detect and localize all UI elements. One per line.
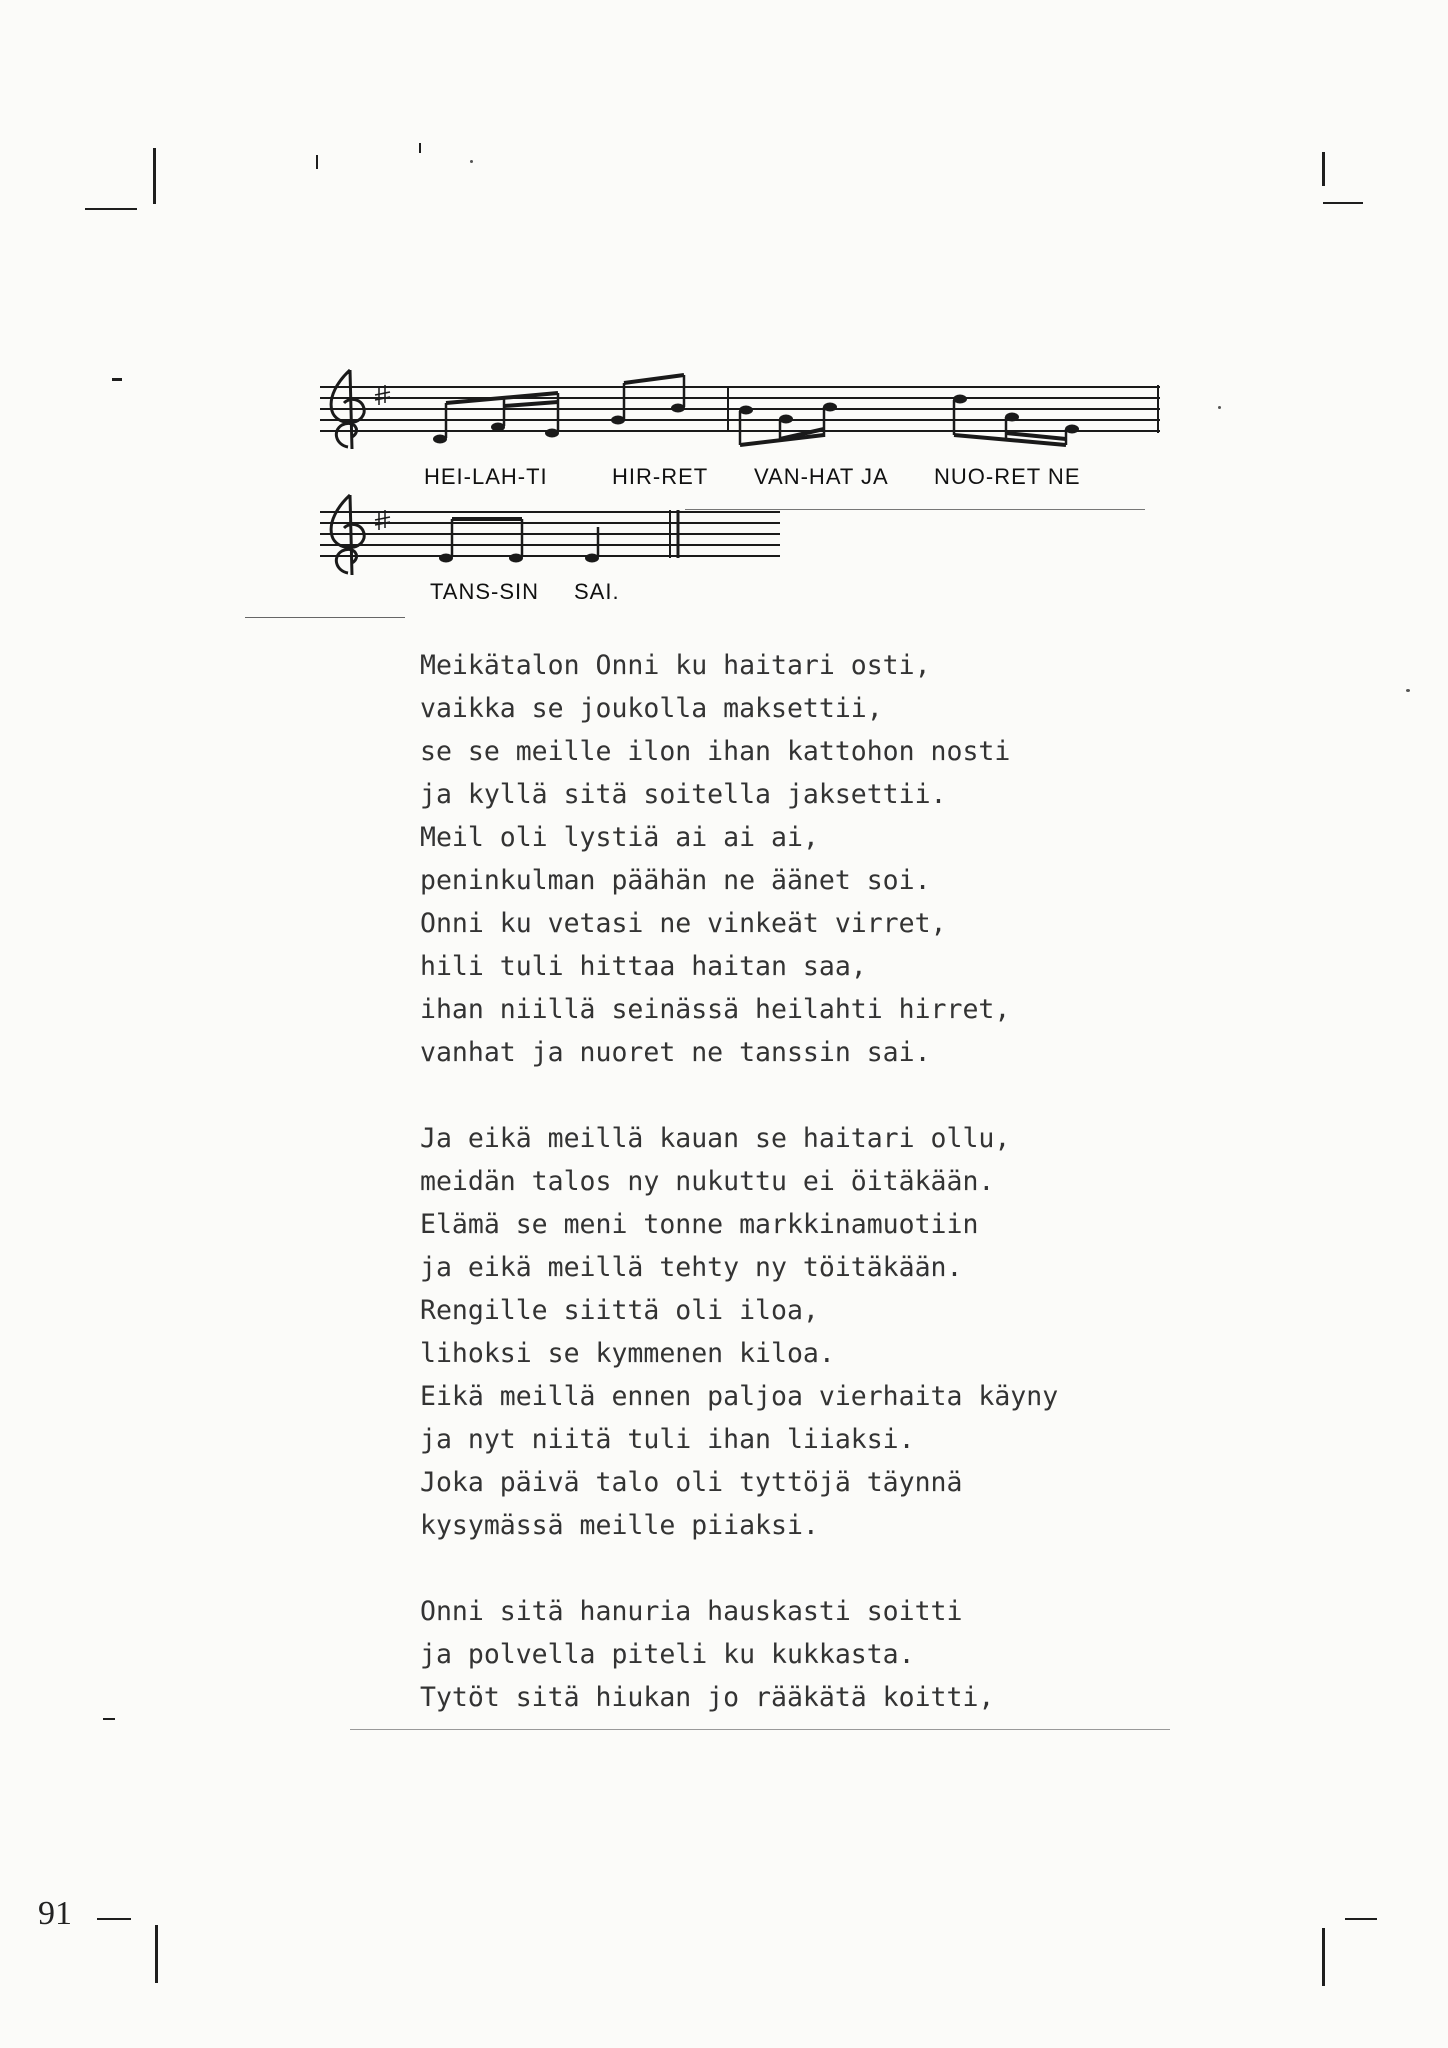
verse-line: ja eikä meillä tehty ny töitäkään. [420,1252,963,1283]
stanza-gap [420,1547,1058,1590]
verse-line: lihoksi se kymmenen kiloa. [420,1338,835,1369]
verse-line: Onni ku vetasi ne vinkeät virret, [420,908,947,939]
verse-line: meidän talos ny nukuttu ei öitäkään. [420,1166,995,1197]
speck [112,378,122,381]
speck [470,160,473,163]
verse-line: Joka päivä talo oli tyttöjä täynnä [420,1467,963,1498]
speck [1218,406,1221,409]
page-number: 91 [38,1895,72,1932]
lyric-syllable-group: HEI-LAH-TI [424,464,548,489]
verse-line: ja nyt niitä tuli ihan liiaksi. [420,1424,915,1455]
verse-line: peninkulman päähän ne äänet soi. [420,865,931,896]
verse-line: vanhat ja nuoret ne tanssin sai. [420,1037,931,1068]
verse-line: se se meille ilon ihan kattohon nosti [420,736,1011,767]
verse-line: Rengille siittä oli iloa, [420,1295,819,1326]
speck [103,1718,115,1720]
verse-line: Elämä se meni tonne markkinamuotiin [420,1209,979,1240]
crop-mark-top-right-vertical [1322,152,1325,186]
lyric-syllable-group: SAI. [574,579,620,604]
verse-line: vaikka se joukolla maksettii, [420,693,883,724]
verse-line: ja polvella piteli ku kukkasta. [420,1639,915,1670]
melody-lyrics-line-2 [0,579,1448,609]
verse-line: Eikä meillä ennen paljoa vierhaita käyny [420,1381,1059,1412]
crop-mark-bottom-right-horizontal [1345,1918,1377,1920]
crop-mark-bottom-left-vertical [155,1925,158,1983]
lyric-syllable-group: TANS-SIN [430,579,540,604]
verse-line: Tytöt sitä hiukan jo rääkätä koitti, [420,1682,995,1713]
speck [1406,689,1410,692]
crop-mark-top-left-vertical [153,148,156,204]
stanza-gap [420,1074,1058,1117]
verse-line: kysymässä meille piiaksi. [420,1510,819,1541]
verse-line: ja kyllä sitä soitella jaksettii. [420,779,947,810]
verse-line: Onni sitä hanuria hauskasti soitti [420,1596,963,1627]
melody-lyrics-line-1 [0,464,1448,494]
lyric-syllable-group: HIR-RET [612,464,709,489]
speck [419,143,421,153]
lyric-syllable-group: VAN-HAT JA [754,464,889,489]
verse-line: Ja eikä meillä kauan se haitari ollu, [420,1123,1011,1154]
crop-mark-top-left-horizontal [85,208,137,210]
verse-line: Meikätalon Onni ku haitari osti, [420,650,931,681]
verse-line: Meil oli lystiä ai ai ai, [420,822,819,853]
rule-bottom-of-text [350,1729,1170,1730]
song-verses [420,644,1058,1719]
crop-mark-bottom-left-horizontal [97,1918,131,1920]
verse-line: ihan niillä seinässä heilahti hirret, [420,994,1011,1025]
verse-line: hili tuli hittaa haitan saa, [420,951,867,982]
crop-mark-bottom-right-vertical [1322,1928,1325,1986]
lyric-syllable-group: NUO-RET NE [934,464,1081,489]
speck [316,155,318,169]
crop-mark-top-right-horizontal [1323,202,1363,204]
